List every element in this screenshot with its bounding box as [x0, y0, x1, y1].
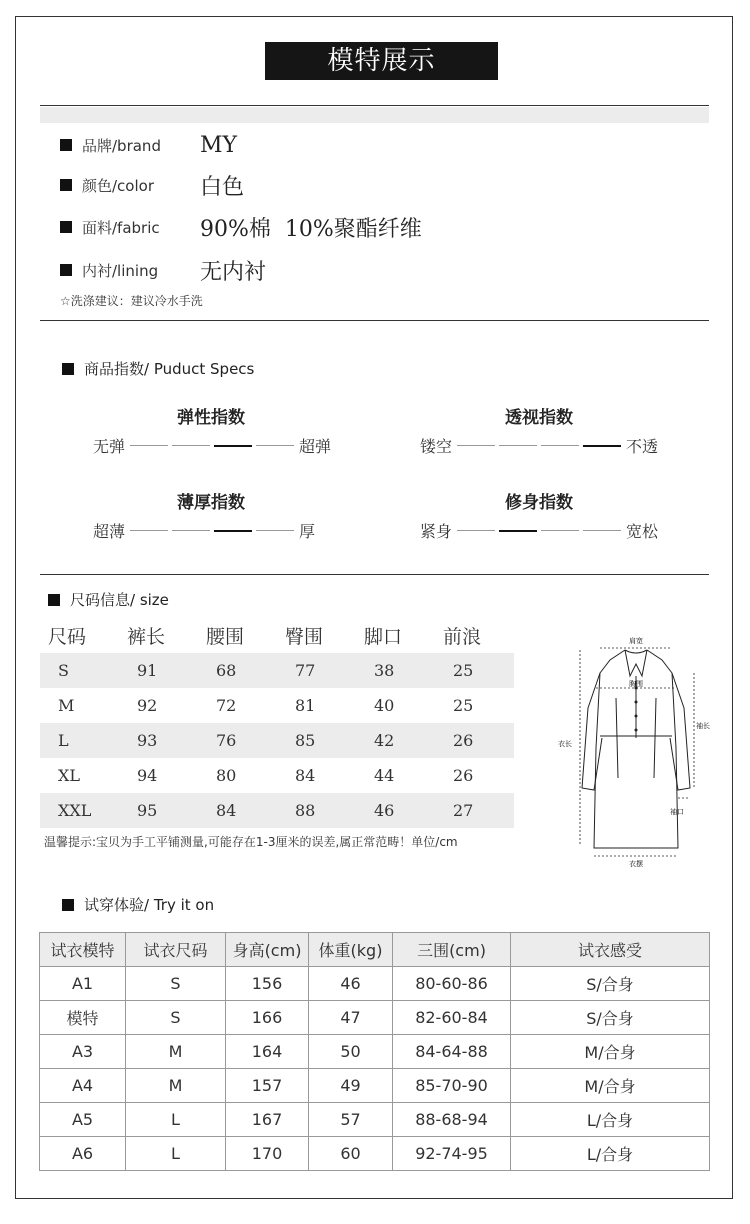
scale-left-label: 无弹: [93, 437, 126, 456]
table-row: [40, 653, 514, 688]
table-cell: 27: [435, 793, 514, 828]
index-title: 弹性指数: [177, 408, 245, 428]
table-cell: 88: [277, 793, 356, 828]
table-header-cell: 裤长: [127, 626, 166, 648]
bullet-square-icon: [60, 264, 72, 276]
bullet-square-icon: [62, 899, 74, 911]
table-cell: M/合身: [511, 1035, 710, 1069]
scale-segment: [256, 445, 294, 446]
table-cell: 84: [295, 766, 316, 785]
info-row-color: [60, 170, 244, 200]
info-label: 颜色/color: [82, 176, 154, 195]
table-row: [40, 1035, 710, 1069]
scale-left-label: 超薄: [93, 522, 126, 541]
table-cell: 76: [198, 723, 277, 758]
table-cell: A1: [40, 967, 126, 1001]
table-cell: 84-64-88: [393, 1035, 511, 1069]
scale-segment-active: [214, 530, 252, 532]
table-header-cell: 脚口: [364, 626, 403, 648]
table-header-cell: 前浪: [443, 626, 482, 648]
table-row: [40, 1001, 710, 1035]
scale-segment: [457, 530, 495, 531]
wash-note: ☆洗涤建议：建议冷水手洗: [60, 294, 203, 308]
index-title: 薄厚指数: [177, 493, 245, 513]
scale-right-label: 厚: [299, 522, 316, 541]
scale-segment: [130, 530, 168, 531]
size-heading: [48, 589, 169, 610]
table-cell: 82-60-84: [393, 1001, 511, 1035]
table-cell: 157: [226, 1069, 309, 1103]
scale-segment-active: [214, 445, 252, 447]
table-row: [40, 1069, 710, 1103]
table-cell: 68: [198, 653, 277, 688]
scale-segment: [172, 530, 210, 531]
table-cell: 92: [137, 696, 158, 715]
size-heading-text: 尺码信息/ size: [70, 591, 169, 609]
table-cell: 92-74-95: [393, 1137, 511, 1171]
table-cell: 25: [435, 653, 514, 688]
table-cell: 80: [216, 766, 237, 785]
table-cell: A4: [40, 1069, 126, 1103]
table-header-cell: 身高(cm): [226, 933, 309, 967]
table-cell: 167: [226, 1103, 309, 1137]
scale-segment: [541, 445, 579, 446]
table-row: [40, 793, 514, 828]
index-title: 透视指数: [505, 408, 573, 428]
table-header-cell: 腰围: [206, 626, 245, 648]
page-title: 模特展示: [265, 42, 498, 80]
table-cell: XXL: [40, 793, 119, 828]
index-scale-transparency: [417, 434, 661, 457]
index-scale-elasticity: [90, 434, 334, 457]
table-header-cell: 体重(kg): [309, 933, 393, 967]
table-cell: 95: [119, 793, 198, 828]
table-header-row: [40, 618, 514, 653]
table-row: [40, 758, 514, 793]
table-cell: 50: [309, 1035, 393, 1069]
table-cell: 26: [453, 766, 474, 785]
scale-segment: [256, 530, 294, 531]
table-cell: S/合身: [511, 967, 710, 1001]
info-label: 内衬/lining: [82, 261, 159, 280]
table-cell: 47: [309, 1001, 393, 1035]
scale-segment-active: [499, 530, 537, 532]
table-cell: L: [126, 1103, 226, 1137]
scale-left-label: 紧身: [420, 522, 453, 541]
label-sleeve: 袖长: [696, 722, 710, 730]
bullet-square-icon: [62, 363, 74, 375]
table-cell: 88-68-94: [393, 1103, 511, 1137]
table-cell: 166: [226, 1001, 309, 1035]
table-cell: 46: [356, 793, 435, 828]
bullet-square-icon: [60, 179, 72, 191]
table-cell: 38: [356, 653, 435, 688]
measurement-note: 温馨提示:宝贝为手工平铺测量,可能存在1-3厘米的误差,属正常范畴！单位/cm: [44, 835, 458, 849]
size-table: [40, 618, 514, 828]
scale-segment-active: [583, 445, 621, 447]
scale-right-label: 不透: [626, 437, 659, 456]
scale-segment: [130, 445, 168, 446]
try-on-heading: [62, 894, 214, 915]
label-chest: 胸围: [629, 680, 643, 688]
table-cell: 57: [309, 1103, 393, 1137]
table-cell: 26: [435, 723, 514, 758]
table-cell: M/合身: [511, 1069, 710, 1103]
table-row: [40, 688, 514, 723]
table-cell: S: [40, 653, 119, 688]
table-row: [40, 723, 514, 758]
info-value: 无内衬: [200, 259, 267, 285]
table-cell: 77: [277, 653, 356, 688]
table-cell: 156: [226, 967, 309, 1001]
table-row: [40, 1103, 710, 1137]
dress-measurement-diagram: [550, 628, 720, 868]
scale-segment: [499, 445, 537, 446]
table-cell: M: [126, 1069, 226, 1103]
table-cell: M: [58, 696, 75, 715]
table-header-cell: 试衣尺码: [126, 933, 226, 967]
table-cell: 46: [309, 967, 393, 1001]
label-hem: 衣摆: [629, 860, 643, 868]
table-cell: 42: [356, 723, 435, 758]
table-cell: 模特: [40, 1001, 126, 1035]
table-header-cell: 试衣模特: [40, 933, 126, 967]
table-cell: S: [126, 967, 226, 1001]
table-cell: L/合身: [511, 1103, 710, 1137]
scale-segment: [457, 445, 495, 446]
bullet-square-icon: [60, 221, 72, 233]
label-length: 衣长: [558, 740, 572, 748]
index-scale-fit: [417, 519, 661, 542]
specs-heading: [62, 358, 254, 379]
table-cell: 60: [309, 1137, 393, 1171]
table-cell: 94: [137, 766, 158, 785]
table-cell: M: [126, 1035, 226, 1069]
table-cell: 170: [226, 1137, 309, 1171]
label-cuff: 袖口: [670, 808, 684, 816]
scale-right-label: 超弹: [299, 437, 332, 456]
table-cell: 72: [216, 696, 237, 715]
label-shoulder: 肩宽: [629, 637, 643, 645]
table-header-row: [40, 933, 710, 967]
table-cell: 44: [374, 766, 395, 785]
table-header-cell: 臀围: [285, 626, 324, 648]
table-cell: S: [126, 1001, 226, 1035]
table-cell: 84: [198, 793, 277, 828]
table-cell: A6: [40, 1137, 126, 1171]
divider: [40, 574, 709, 575]
bullet-square-icon: [48, 594, 60, 606]
table-cell: L: [126, 1137, 226, 1171]
table-cell: 49: [309, 1069, 393, 1103]
info-value: MY: [200, 132, 238, 158]
try-on-table: [39, 932, 710, 1171]
scale-left-label: 镂空: [420, 437, 453, 456]
index-title: 修身指数: [505, 493, 573, 513]
table-cell: 91: [119, 653, 198, 688]
info-label: 品牌/brand: [82, 136, 161, 155]
table-cell: A3: [40, 1035, 126, 1069]
info-row-lining: [60, 255, 266, 285]
table-header-cell: 尺码: [48, 626, 87, 648]
table-cell: 25: [453, 696, 474, 715]
table-cell: 40: [374, 696, 395, 715]
specs-heading-text: 商品指数/ Puduct Specs: [84, 360, 255, 378]
scale-right-label: 宽松: [626, 522, 659, 541]
table-header-cell: 试衣感受: [511, 933, 710, 967]
info-row-brand: [60, 130, 237, 160]
table-cell: A5: [40, 1103, 126, 1137]
info-value: 90%棉 10%聚酯纤维: [200, 216, 422, 242]
info-label: 面料/fabric: [82, 218, 160, 237]
divider: [40, 320, 709, 321]
divider: [40, 105, 709, 106]
scale-segment: [583, 530, 621, 531]
bullet-square-icon: [60, 139, 72, 151]
index-scale-thickness: [90, 519, 318, 542]
table-cell: XL: [58, 766, 81, 785]
table-cell: L: [40, 723, 119, 758]
scale-segment: [172, 445, 210, 446]
table-row: [40, 1137, 710, 1171]
table-cell: 85-70-90: [393, 1069, 511, 1103]
table-cell: 93: [119, 723, 198, 758]
try-on-heading-text: 试穿体验/ Try it on: [84, 896, 215, 914]
table-header-cell: 三围(cm): [393, 933, 511, 967]
table-cell: S/合身: [511, 1001, 710, 1035]
table-cell: 81: [295, 696, 316, 715]
scale-segment: [541, 530, 579, 531]
info-value: 白色: [200, 174, 245, 200]
info-row-fabric: [60, 212, 422, 242]
table-cell: 85: [277, 723, 356, 758]
header-strip: [40, 107, 709, 123]
table-cell: L/合身: [511, 1137, 710, 1171]
table-cell: 164: [226, 1035, 309, 1069]
table-cell: 80-60-86: [393, 967, 511, 1001]
table-row: [40, 967, 710, 1001]
